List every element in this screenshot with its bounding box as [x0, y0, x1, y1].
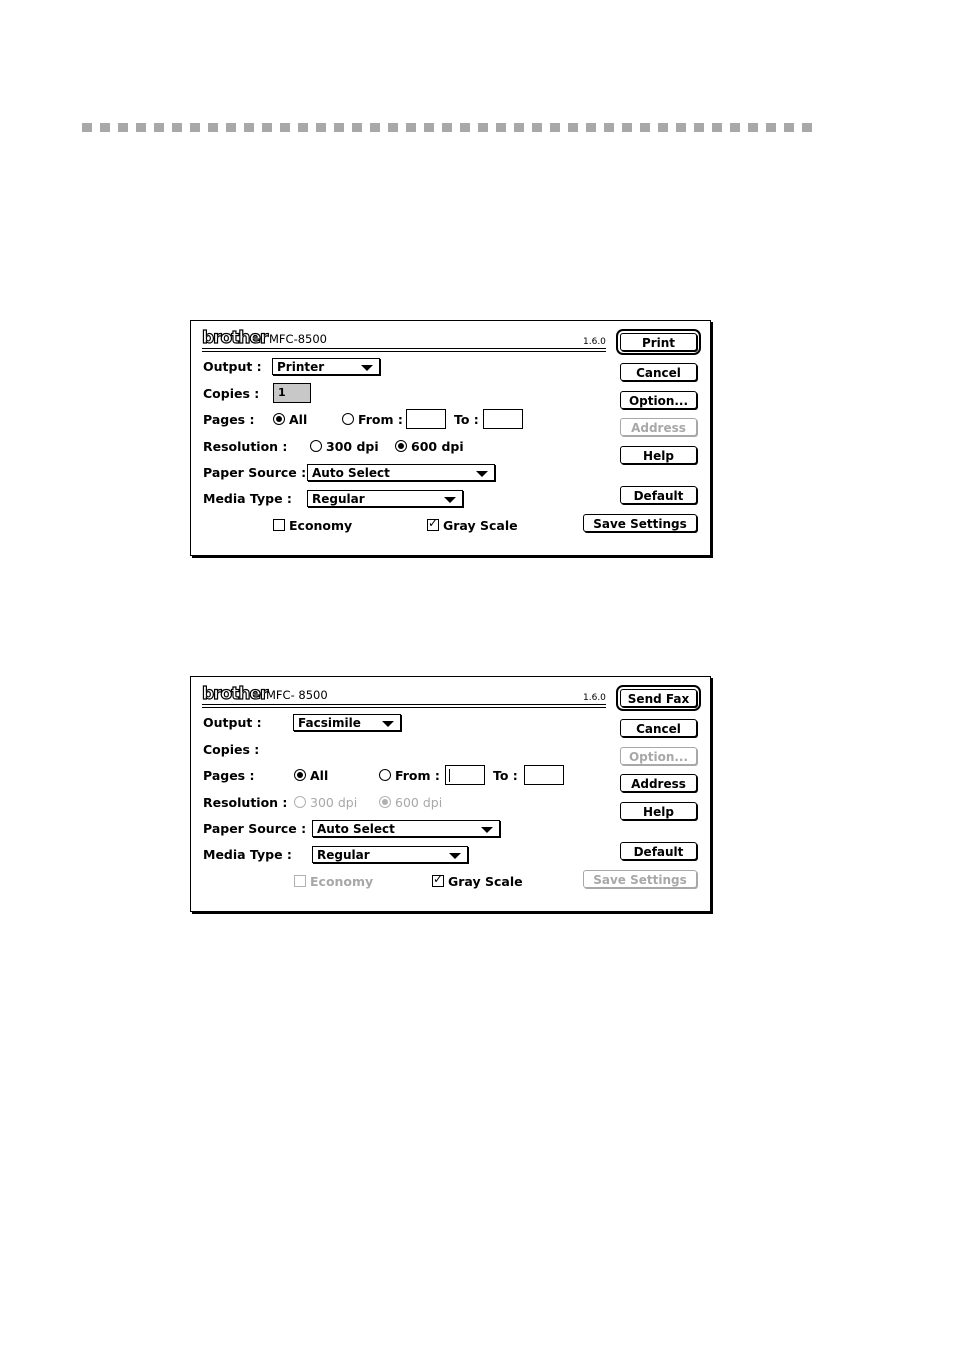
- decor-dot: [802, 123, 812, 132]
- resolution-label: Resolution :: [203, 439, 288, 454]
- decor-dot: [766, 123, 776, 132]
- chevron-down-icon: [382, 721, 394, 727]
- radio-selected-icon: [395, 440, 407, 452]
- checkbox-checked-icon: [427, 519, 439, 531]
- to-field[interactable]: [483, 409, 523, 429]
- decor-dot: [730, 123, 740, 132]
- pages-all-label: All: [310, 768, 329, 783]
- paper-source-value: Auto Select: [317, 822, 395, 836]
- copies-label: Copies :: [203, 742, 260, 757]
- decor-dot: [190, 123, 200, 132]
- decor-dot: [658, 123, 668, 132]
- brother-logo: brother: [202, 328, 268, 348]
- decor-dot: [352, 123, 362, 132]
- address-button[interactable]: Address: [620, 774, 697, 792]
- pages-label: Pages :: [203, 768, 255, 783]
- pages-from-label: From :: [395, 768, 440, 783]
- media-type-value: Regular: [317, 848, 370, 862]
- checkbox-empty-icon: [294, 875, 306, 887]
- copies-field[interactable]: 1: [273, 383, 311, 403]
- resolution-600-label: 600 dpi: [395, 795, 443, 810]
- decor-dot: [460, 123, 470, 132]
- print-button[interactable]: Print: [620, 333, 697, 351]
- output-popup[interactable]: [293, 714, 401, 731]
- decor-dot: [784, 123, 794, 132]
- version-number: 1.6.0: [583, 693, 606, 703]
- pages-label: Pages :: [203, 412, 255, 427]
- to-field[interactable]: [524, 765, 564, 785]
- output-label: Output :: [203, 715, 262, 730]
- chevron-down-icon: [361, 365, 373, 371]
- decor-dot: [316, 123, 326, 132]
- decor-dot: [424, 123, 434, 132]
- version-number: 1.6.0: [583, 337, 606, 347]
- help-button[interactable]: Help: [620, 446, 697, 464]
- copies-label: Copies :: [203, 386, 260, 401]
- resolution-600-option[interactable]: [379, 795, 442, 810]
- radio-empty-icon: [294, 796, 306, 808]
- output-popup-value: Printer: [277, 360, 325, 374]
- decor-dot: [226, 123, 236, 132]
- media-type-label: Media Type :: [203, 491, 292, 506]
- gray-scale-checkbox[interactable]: [427, 518, 518, 533]
- decor-dot: [100, 123, 110, 132]
- resolution-300-option[interactable]: [294, 795, 357, 810]
- decor-dot: [676, 123, 686, 132]
- cancel-button[interactable]: Cancel: [620, 363, 697, 381]
- paper-source-value: Auto Select: [312, 466, 390, 480]
- gray-scale-label: Gray Scale: [443, 518, 518, 533]
- from-field[interactable]: [406, 409, 446, 429]
- decorative-dotted-rule: [82, 123, 812, 132]
- pages-all-option[interactable]: [273, 412, 307, 427]
- decor-dot: [298, 123, 308, 132]
- decor-dot: [622, 123, 632, 132]
- pages-from-option[interactable]: [379, 768, 440, 783]
- economy-checkbox[interactable]: [273, 518, 352, 533]
- economy-label: Economy: [310, 874, 374, 889]
- to-label: To :: [493, 768, 518, 783]
- radio-selected-icon: [273, 413, 285, 425]
- decor-dot: [586, 123, 596, 132]
- option-button[interactable]: Option...: [620, 747, 697, 765]
- output-label: Output :: [203, 359, 262, 374]
- text-caret: [449, 769, 450, 782]
- resolution-label: Resolution :: [203, 795, 288, 810]
- print-dialog: [190, 320, 711, 556]
- media-type-popup[interactable]: [307, 490, 463, 507]
- pages-from-option[interactable]: [342, 412, 403, 427]
- resolution-300-label: 300 dpi: [326, 439, 379, 454]
- radio-selected-icon: [294, 769, 306, 781]
- gray-scale-checkbox[interactable]: [432, 874, 523, 889]
- default-button[interactable]: Default: [620, 486, 697, 504]
- pages-all-option[interactable]: [294, 768, 328, 783]
- model-name: MFC- 8500: [266, 688, 328, 702]
- decor-dot: [604, 123, 614, 132]
- chevron-down-icon: [481, 827, 493, 833]
- checkbox-empty-icon: [273, 519, 285, 531]
- pages-all-label: All: [289, 412, 308, 427]
- address-button[interactable]: Address: [620, 418, 697, 436]
- decor-dot: [694, 123, 704, 132]
- paper-source-label: Paper Source :: [203, 465, 307, 480]
- decor-dot: [712, 123, 722, 132]
- economy-checkbox[interactable]: [294, 874, 373, 889]
- paper-source-popup[interactable]: [307, 464, 495, 481]
- decor-dot: [640, 123, 650, 132]
- decor-dot: [496, 123, 506, 132]
- to-label: To :: [454, 412, 479, 427]
- checkbox-checked-icon: [432, 875, 444, 887]
- decor-dot: [550, 123, 560, 132]
- paper-source-popup[interactable]: [312, 820, 500, 837]
- output-popup[interactable]: [272, 358, 380, 375]
- resolution-300-option[interactable]: [310, 439, 379, 454]
- decor-dot: [532, 123, 542, 132]
- option-button[interactable]: Option...: [620, 391, 697, 409]
- resolution-300-label: 300 dpi: [310, 795, 358, 810]
- send-fax-button[interactable]: Send Fax: [620, 689, 697, 707]
- decor-dot: [136, 123, 146, 132]
- pages-from-label: From :: [358, 412, 403, 427]
- chevron-down-icon: [444, 497, 456, 503]
- radio-empty-icon: [310, 440, 322, 452]
- save-settings-button[interactable]: Save Settings: [583, 514, 697, 532]
- economy-label: Economy: [289, 518, 353, 533]
- help-button[interactable]: Help: [620, 802, 697, 820]
- media-type-value: Regular: [312, 492, 365, 506]
- save-settings-button[interactable]: Save Settings: [583, 870, 697, 888]
- chevron-down-icon: [449, 853, 461, 859]
- decor-dot: [172, 123, 182, 132]
- decor-dot: [442, 123, 452, 132]
- decor-dot: [388, 123, 398, 132]
- chevron-down-icon: [476, 471, 488, 477]
- model-name: MFC-8500: [269, 332, 327, 346]
- decor-dot: [154, 123, 164, 132]
- resolution-600-label: 600 dpi: [411, 439, 464, 454]
- decor-dot: [280, 123, 290, 132]
- decor-dot: [82, 123, 92, 132]
- header-rule: [202, 704, 606, 708]
- gray-scale-label: Gray Scale: [448, 874, 523, 889]
- decor-dot: [118, 123, 128, 132]
- decor-dot: [334, 123, 344, 132]
- decor-dot: [568, 123, 578, 132]
- brother-logo: brother: [202, 684, 268, 704]
- decor-dot: [208, 123, 218, 132]
- header-rule: [202, 348, 606, 352]
- from-field[interactable]: [445, 765, 485, 785]
- decor-dot: [748, 123, 758, 132]
- cancel-button[interactable]: Cancel: [620, 719, 697, 737]
- media-type-label: Media Type :: [203, 847, 292, 862]
- decor-dot: [406, 123, 416, 132]
- radio-empty-icon: [379, 769, 391, 781]
- decor-dot: [262, 123, 272, 132]
- output-popup-value: Facsimile: [298, 716, 361, 730]
- paper-source-label: Paper Source :: [203, 821, 307, 836]
- decor-dot: [514, 123, 524, 132]
- media-type-popup[interactable]: [312, 846, 468, 863]
- decor-dot: [370, 123, 380, 132]
- radio-empty-icon: [342, 413, 354, 425]
- resolution-600-option[interactable]: [395, 439, 464, 454]
- fax-dialog: [190, 676, 711, 912]
- radio-selected-icon: [379, 796, 391, 808]
- default-button[interactable]: Default: [620, 842, 697, 860]
- decor-dot: [478, 123, 488, 132]
- decor-dot: [244, 123, 254, 132]
